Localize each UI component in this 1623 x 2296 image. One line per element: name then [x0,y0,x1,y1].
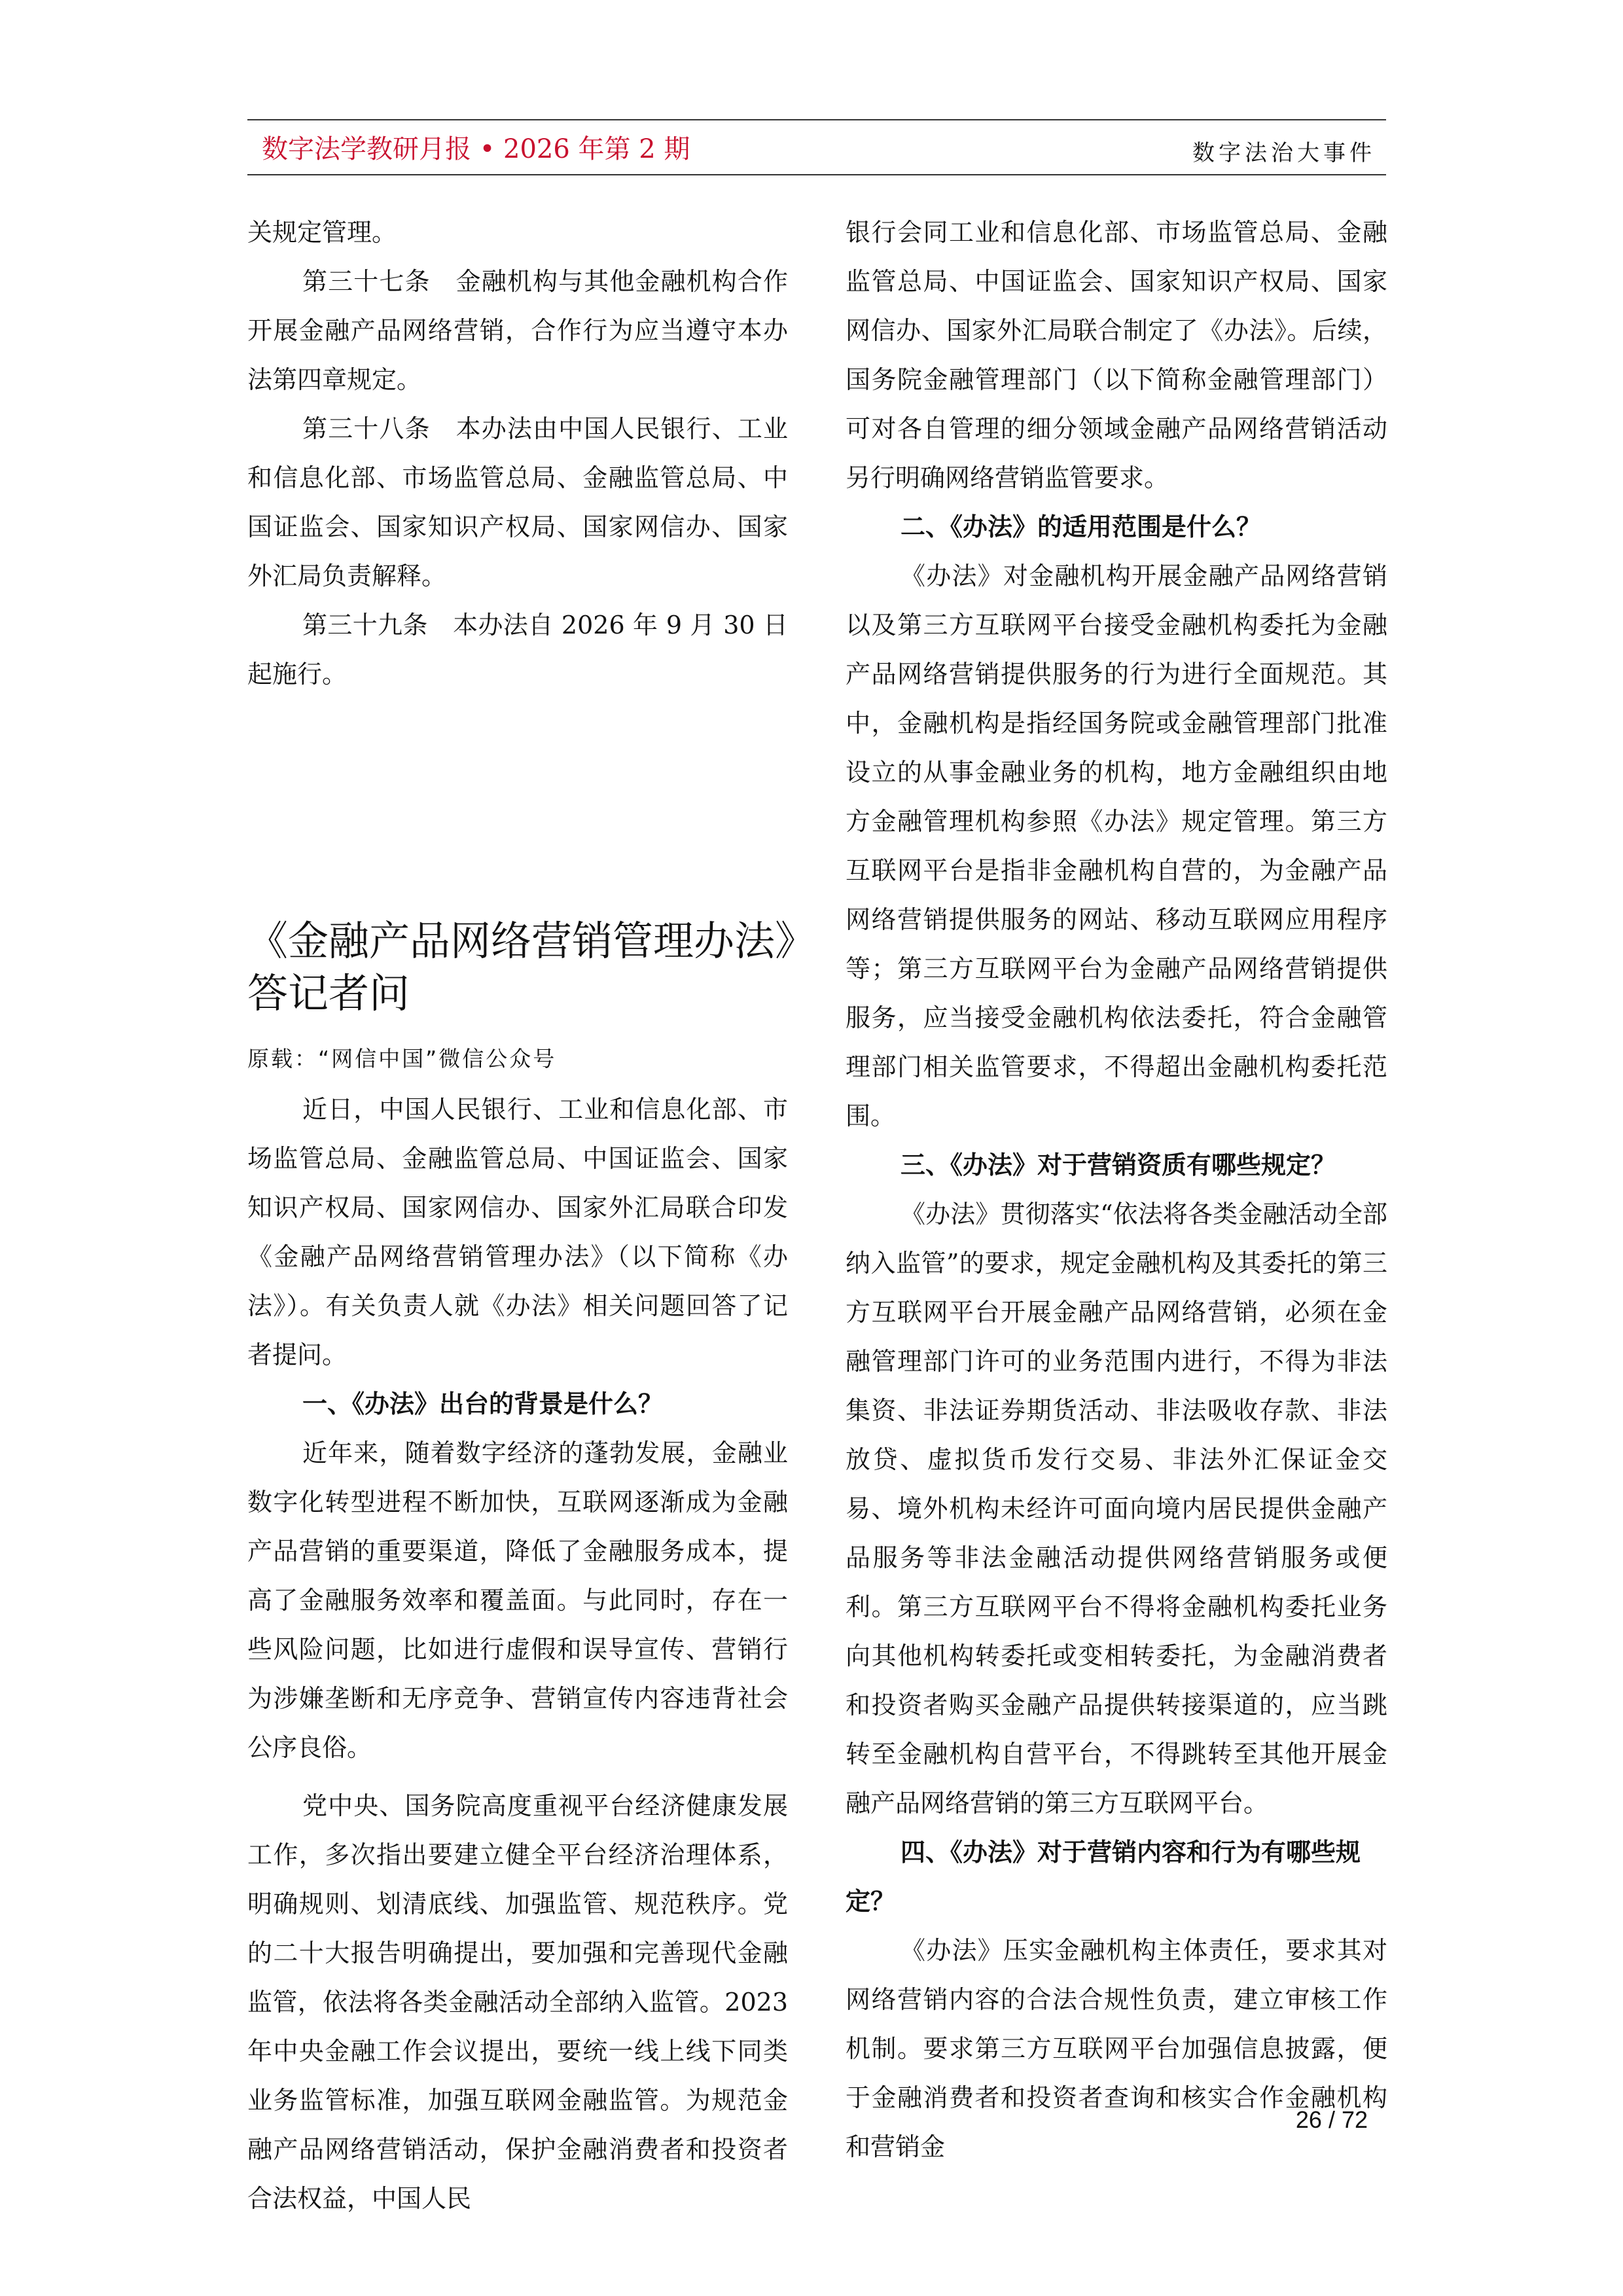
article-source: 原载：“网信中国”微信公众号 [247,1046,557,1071]
answer-paragraph: 近年来，随着数字经济的蓬勃发展，金融业数字化转型进程不断加快，互联网逐渐成为金融产品营销的重要渠道，降低了金融服务成本，提高了金融服务效率和覆盖面。与此同时，存在一些风险问题，比如进行虚假和误导宣传、营销行为涉嫌垄断和无序竞争、营销宣传内容违背社会公序良俗。 [247,1439,788,1762]
answer-paragraph: 《办法》压实金融机构主体责任，要求其对网络营销内容的合法合规性负责，建立审核工作机制。要求第三方互联网平台加强信息披露，便于金融消费者和投资者查询和核实合作金融机构和营销金 [846,1936,1387,2161]
answer-paragraph: 银行会同工业和信息化部、市场监管总局、金融监管总局、中国证监会、国家知识产权局、国家网信办、国家外汇局联合制定了《办法》。后续，国务院金融管理部门（以下简称金融管理部门）可对各自管理的细分领域金融产品网络营销活动另行明确网络营销监管要求。 [846,218,1387,492]
question-heading-2: 二、《办法》的适用范围是什么？ [901,512,1262,541]
paragraph: 关规定管理。 [247,218,397,247]
section-label: 数字法治大事件 [1192,140,1376,166]
page-number: 26 / 72 [1295,2106,1368,2133]
journal-title: 数字法学教研月报 • 2026 年第 2 期 [262,134,690,164]
answer-paragraph: 《办法》贯彻落实“依法将各类金融活动全部纳入监管”的要求，规定金融机构及其委托的第三方互联网平台开展金融产品网络营销，必须在金融管理部门许可的业务范围内进行，不得为非法集资、非法证券期货活动、非法吸收存款、非法放贷、虚拟货币发行交易、非法外汇保证金交易、境外机构未经许可面向境内居民提供金融产品服务等非法金融活动提供网络营销服务或便利。第三方互联网平台不得将金融机构委托业务向其他机构转委托或变相转委托，为金融消费者和投资者购买金融产品提供转接渠道的，应当跳转至金融机构自营平台，不得跳转至其他开展金融产品网络营销的第三方互联网平台。 [846,1200,1387,1818]
answer-paragraph: 《办法》对金融机构开展金融产品网络营销以及第三方互联网平台接受金融机构委托为金融产品网络营销提供服务的行为进行全面规范。其中，金融机构是指经国务院或金融管理部门批准设立的从事金融业务的机构，地方金融组织由地方金融管理机构参照《办法》规定管理。第三方互联网平台是指非金融机构自营的，为金融产品网络营销提供服务的网站、移动互联网应用程序等；第三方互联网平台为金融产品网络营销提供服务，应当接受金融机构依法委托，符合金融管理部门相关监管要求，不得超出金融机构委托范围。 [846,562,1387,1130]
left-column-body [247,1085,788,2223]
question-heading-4: 四、《办法》对于营销内容和行为有哪些规定？ [846,1838,1361,1916]
intro-paragraph: 近日，中国人民银行、工业和信息化部、市场监管总局、金融监管总局、中国证监会、国家知识产权局、国家网信办、国家外汇局联合印发《金融产品网络营销管理办法》（以下简称《办法》）。有关负责人就《办法》相关问题回答了记者提问。 [247,1095,788,1369]
header-top-rule [247,119,1386,120]
question-heading-1: 一、《办法》出台的背景是什么？ [302,1390,664,1418]
right-column-body [846,208,1387,2172]
article-37: 第三十七条 金融机构与其他金融机构合作开展金融产品网络营销，合作行为应当遵守本办法第四章规定。 [247,267,788,394]
header-bottom-rule [247,174,1386,175]
article-38: 第三十八条 本办法由中国人民银行、工业和信息化部、市场监管总局、金融监管总局、中国证监会、国家知识产权局、国家网信办、国家外汇局负责解释。 [247,414,788,590]
question-heading-3: 三、《办法》对于营销资质有哪些规定？ [901,1151,1336,1179]
article-title: 《金融产品网络营销管理办法》答记者问 [247,917,796,1017]
left-column-top [247,208,788,699]
answer-paragraph: 党中央、国务院高度重视平台经济健康发展工作，多次指出要建立健全平台经济治理体系，明确规则、划清底线、加强监管、规范秩序。党的二十大报告明确提出，要加强和完善现代金融监管，依法将各类金融活动全部纳入监管。2023 年中央金融工作会议提出，要统一线上线下同类业务监管标准，加强互联网金融监管。为规范金融产品网络营销活动，保护金融消费者和投资者合法权益，中国人民 [247,1791,788,2213]
article-39: 第三十九条 本办法自 2026 年 9 月 30 日起施行。 [247,611,788,689]
